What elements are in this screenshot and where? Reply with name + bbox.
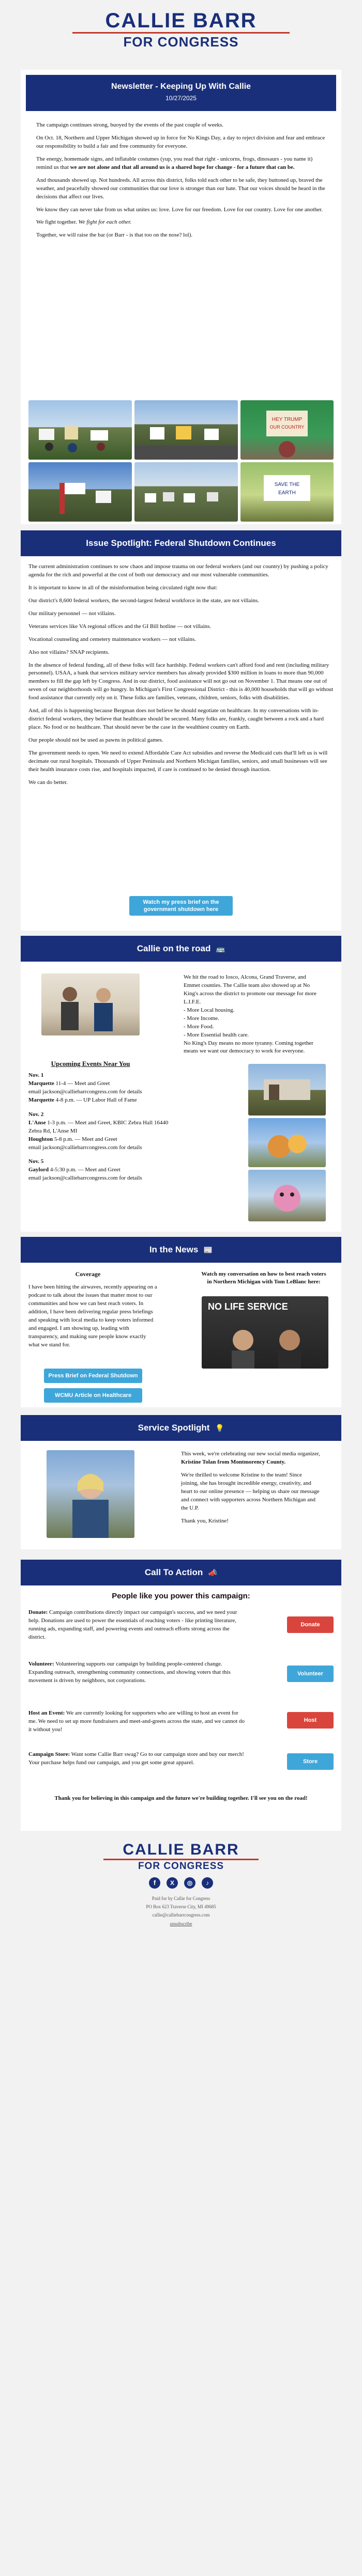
- event-group-3: [28, 1158, 178, 1183]
- logo-name: CALLIE BARR: [105, 9, 257, 32]
- svg-text:HEY TRUMP: HEY TRUMP: [272, 417, 303, 422]
- shutdown-p1: The current administration continues to sow chaos and impose trauma on our federal workers (and our country) by pushing a policy agenda for the rich and powerful at the cost of both our democracy and our most vulnerable communities.: [28, 563, 328, 578]
- service-text2: We're thrilled to welcome Kristine to the team! Since joining, she has brought incredible energy, creativity, and heart to our online presence — helping us share our message and connect with supporters across Northern Michigan and the U.P.: [181, 1471, 320, 1511]
- unsubscribe-link[interactable]: unsubscribe: [170, 1921, 192, 1926]
- cta-donate-text: [28, 1609, 246, 1642]
- newsletter-p6b: We fight for each other.: [78, 219, 132, 226]
- cta-label: Host an Event:: [28, 1710, 65, 1716]
- shutdown-body: [28, 563, 334, 792]
- service-heading: Service Spotlight: [138, 1423, 210, 1433]
- road-photo-art: [41, 973, 140, 1035]
- newsletter-p2: On Oct. 18, Northern and Upper Michigan showed up in force for No Kings Day, a day to reject division and fear and embrace our responsibility to build a fair and free community for everyone.: [36, 134, 325, 149]
- shutdown-p2: It is important to know in all of the misinformation being circulated right now that:: [28, 584, 218, 591]
- event-email[interactable]: email jackson@calliebarrcongress.com for details: [28, 1175, 142, 1182]
- rally-photo-1-art: [28, 400, 132, 460]
- footer-paid: Paid for by Callie for Congress: [152, 1896, 210, 1901]
- newsletter-date: 10/27/2025: [165, 95, 197, 102]
- event-group-1: [28, 1072, 178, 1105]
- rally-photo-4-art: [28, 462, 132, 522]
- donate-button[interactable]: Donate: [287, 1616, 334, 1633]
- footer-info: [0, 1894, 362, 1928]
- service-text1: This week, we're celebrating our new social media organizer,: [181, 1451, 320, 1457]
- video-overlay: NO LIFE SERVICE: [208, 1301, 288, 1312]
- coverage-title: Coverage: [75, 1270, 101, 1278]
- cta-thanks: Thank you for believing in this campaign and the future we're building together. I'll see you on the road!: [54, 1795, 308, 1801]
- shutdown-p4: Our military personnel — not villains.: [28, 610, 116, 617]
- press-brief-shutdown-button[interactable]: Press Brief on Federal Shutdown: [44, 1369, 142, 1383]
- newsletter-p4: And thousands showed up. Not hundreds. All across this district, folks told each other to be safe, they buttoned up, braved the weather, and peacefully showed our communities that our love is stronger than our hate. That our voices should be heard in the decisions that affect our lives.: [36, 177, 325, 200]
- cta-description: Campaign contributions directly impact our campaign's success, and we need your help. Donations are used to power the essentials of reaching voters - like printing literature, running ads, expanding staff, and powering events and outreach efforts strong across the district.: [28, 1609, 237, 1640]
- newspaper-icon: 📰: [203, 1246, 213, 1254]
- cta-host-text: [28, 1709, 246, 1734]
- service-intro: [181, 1450, 321, 1467]
- event-line[interactable]: [28, 1144, 178, 1152]
- event-photo-2: [248, 1118, 326, 1167]
- cta-description: Want some Callie Barr swag? Go to our campaign store and buy our merch! Your purchase helps fund our campaign, and you get some great apparel.: [28, 1751, 244, 1766]
- newsletter-p1: The campaign continues strong, buoyed by the events of the past couple of weeks.: [36, 122, 223, 128]
- service-name: Kristine Tolan from Montmorency County.: [181, 1458, 286, 1465]
- rally-photo-2-art: [134, 400, 238, 460]
- event-photo-1-art: [248, 1064, 326, 1116]
- event-email[interactable]: email jackson@calliebarrcongress.com for details: [28, 1144, 142, 1151]
- video-thumbnail-art: [202, 1296, 328, 1369]
- x-icon[interactable]: X: [167, 1877, 178, 1889]
- service-text3: Thank you, Kristine!: [181, 1517, 229, 1524]
- event-detail: 4-5:30 p.m. — Meet and Greet: [49, 1167, 120, 1173]
- road-heading: Callie on the road: [137, 944, 211, 953]
- footer-logo-sub: FOR CONGRESS: [138, 1861, 224, 1872]
- road-list-item: - More Essential health care.: [184, 1031, 249, 1038]
- event-line: [28, 1119, 178, 1136]
- rally-photo-5-art: [134, 462, 238, 522]
- bus-icon: 🚌: [216, 945, 225, 953]
- event-group-2: [28, 1111, 178, 1152]
- cta-description: Volunteering supports our campaign by building people-centered change. Expanding outreach, strengthening community connections, and showing voters that this movement is driven by neighbors, not corporations.: [28, 1661, 231, 1684]
- event-city: Marquette: [28, 1080, 54, 1087]
- newsletter-title: Newsletter - Keeping Up With Callie: [111, 82, 251, 91]
- cta-store-text: [28, 1751, 246, 1767]
- service-text: [181, 1450, 321, 1530]
- instagram-icon[interactable]: ◎: [184, 1877, 195, 1889]
- shutdown-press-brief-button[interactable]: Watch my press brief on the government shutdown here: [129, 896, 233, 916]
- footer-logo-name: CALLIE BARR: [123, 1841, 239, 1858]
- events-heading: Upcoming Events Near You: [51, 1060, 130, 1067]
- video-caption: Watch my conversation on how to best reach voters in Northern Michigan with Tom LeBlanc here:: [201, 1271, 326, 1285]
- rally-photo-4: [28, 462, 132, 522]
- svg-text:OUR COUNTRY: OUR COUNTRY: [269, 425, 305, 430]
- event-photo-3-art: [248, 1170, 326, 1221]
- event-date: Nov. 1: [28, 1072, 44, 1078]
- newsletter-p6a: We fight together.: [36, 219, 79, 226]
- road-text: [184, 973, 323, 1056]
- rally-photo-5: [134, 462, 238, 522]
- rally-photo-3-art: [240, 400, 334, 460]
- store-button[interactable]: Store: [287, 1753, 334, 1770]
- event-detail: 1-3 p.m. — Meet and Greet, KBIC Zebra Hall 16440 Zebra Rd, L'Anse MI: [28, 1119, 169, 1134]
- cta-label: Donate:: [28, 1609, 48, 1615]
- service-header: [21, 1415, 341, 1441]
- shutdown-p12: We can do better.: [28, 779, 68, 786]
- event-detail: 11-4 — Meet and Greet: [54, 1080, 110, 1087]
- event-line: [28, 1136, 178, 1144]
- cta-description: We are currently looking for supporters who are willing to host an event for me. We need to set up more fundraisers and meet-and-greets across the state, and we cannot do it without you!: [28, 1710, 245, 1733]
- shutdown-p3: Our district's 8,600 federal workers, the second-largest federal workforce in the state, are not villains.: [28, 597, 259, 604]
- footer-address: PO Box 623 Traverse City, MI 49685: [146, 1904, 216, 1910]
- shutdown-p6: Vocational counseling and cemetery maintenance workers — not villains.: [28, 636, 196, 642]
- events-list: [28, 1072, 178, 1183]
- service-photo: [47, 1450, 134, 1538]
- event-line: [28, 1166, 178, 1174]
- newsletter-p7: Together, we will raise the bar (or Barr - is that too on the nose? lol).: [36, 232, 193, 239]
- road-outro: No King's Day means no more tyranny. Coming together means we want our democracy to work for everyone.: [184, 1040, 313, 1055]
- event-line[interactable]: [28, 1174, 178, 1183]
- shutdown-p11: The government needs to open. We need to extend Affordable Care Act subsidies and reverse the Medicaid cuts that'll left us is will decimate our rural hospitals. Thousands of Upper Peninsula and Northern Michigan families, seniors, and small businesses will see their health insurance costs rise, and hospitals impacted, if care is continued to be denied through inaction.: [28, 749, 328, 773]
- rally-photo-6: [240, 462, 334, 522]
- rally-photo-1: [28, 400, 132, 460]
- cta-header: [21, 1560, 341, 1585]
- shutdown-p7: Also not villains? SNAP recipients.: [28, 649, 110, 655]
- coverage-text: I have been hitting the airwaves, recently appearing on a podcast to talk about the issues that matter most to our communities and how we can best reach voters. In addition, I have been delivering regular press briefings and speaking with local media to keep voters informed and engaged. I am showing up, leading with transparency, and making sure people know exactly what we stand for.: [28, 1284, 157, 1348]
- event-detail: 4-8 p.m. — UP Labor Hall of Fame: [54, 1096, 137, 1103]
- newsletter-p3b: we are not alone and that all around us is a shared hope for change - for a future that can be.: [70, 164, 295, 170]
- road-photo: [41, 973, 140, 1035]
- shutdown-p8: In the absence of federal funding, all of these folks will face hardship. Federal workers can't afford food and rent (including military personnel). USAA, a bank that services military service members has already provided $300 million in loans to more than 90,000 members to fill the gap left by Congress. And in our district, food assistance will not go out on November 1. That means one out of seven of our neighborhoods will go hungry. In Michigan's First Congressional District - this is 40,000 households that will go without food assistance that currently rely on it. These folks are families, veterans, children, seniors, folks with disabilities.: [28, 662, 334, 701]
- facebook-icon[interactable]: f: [149, 1877, 160, 1889]
- svg-text:SAVE THE: SAVE THE: [274, 482, 300, 488]
- shutdown-heading: Issue Spotlight: Federal Shutdown Continues: [86, 538, 276, 548]
- footer-logo[interactable]: [0, 1841, 362, 1873]
- cta-label: Volunteer:: [28, 1661, 54, 1667]
- event-line[interactable]: [28, 1088, 178, 1096]
- event-city: L'Anse: [28, 1119, 46, 1126]
- shutdown-header: [21, 530, 341, 556]
- newsletter-body: [36, 121, 326, 244]
- newsletter-p3a: The energy, homemade signs, and inflatable costumes (yup, you read that right - unicorns, frogs, dinosaurs - you name it) remind us that: [36, 155, 313, 170]
- newsletter-p6: [36, 218, 326, 227]
- cta-label: Campaign Store:: [28, 1751, 70, 1757]
- event-date: Nov. 2: [28, 1111, 44, 1118]
- shutdown-p9: And, all of this is happening because Bergman does not believe he should negotiate on healthcare. In my conversations with in-district federal workers, they believe that healthcare should be secured. Many folks are, frankly, caught between a rock and a hard place. No food or no healthcare. That should never be the case in the wealthiest country on Earth.: [28, 708, 324, 731]
- news-header: [21, 1237, 341, 1263]
- social-links: [0, 1877, 362, 1889]
- wcmu-article-button[interactable]: WCMU Article on Healthcare: [44, 1388, 142, 1403]
- volunteer-button[interactable]: Volunteer: [287, 1666, 334, 1682]
- cta-heading: Call To Action: [144, 1567, 203, 1577]
- video-thumbnail[interactable]: [202, 1296, 328, 1369]
- tiktok-icon[interactable]: ♪: [202, 1877, 213, 1889]
- cta-subheading: People like you power this campaign:: [112, 1592, 250, 1600]
- lightbulb-icon: 💡: [215, 1424, 224, 1432]
- event-line: [28, 1096, 178, 1105]
- service-photo-art: [47, 1450, 134, 1538]
- event-date: Nov. 5: [28, 1158, 44, 1165]
- road-header: [21, 936, 341, 962]
- footer-email[interactable]: callie@calliebarrcongress.com: [152, 1912, 210, 1918]
- event-detail: 5-8 p.m. — Meet and Greet: [53, 1136, 117, 1142]
- campaign-logo[interactable]: [0, 9, 362, 50]
- newsletter-p3: [36, 155, 326, 172]
- rally-photo-6-art: [240, 462, 334, 522]
- logo-sub: FOR CONGRESS: [123, 34, 239, 50]
- shutdown-p10: Our people should not be used as pawns in political games.: [28, 737, 163, 743]
- news-heading: In the News: [149, 1245, 199, 1254]
- shutdown-p5: Veterans services like VA regional offices and the GI Bill hotline — not villains.: [28, 623, 212, 630]
- host-button[interactable]: Host: [287, 1712, 334, 1729]
- event-photo-3: [248, 1170, 326, 1221]
- svg-text:EARTH: EARTH: [278, 490, 296, 496]
- event-city: Houghton: [28, 1136, 53, 1142]
- event-photo-2-art: [248, 1118, 326, 1167]
- event-line: [28, 1080, 178, 1088]
- event-photo-1: [248, 1064, 326, 1116]
- road-list-item: - More Food.: [184, 1023, 214, 1030]
- road-list-item: - More Local housing.: [184, 1007, 235, 1013]
- event-email[interactable]: email jackson@calliebarrcongress.com for details: [28, 1088, 142, 1095]
- road-intro: We hit the road to Iosco, Alcona, Grand Traverse, and Emmet counties. The Callie team also showed up at No King's across the district to promote our message for more L.I.F.E.: [184, 974, 317, 1005]
- road-list-item: - More Income.: [184, 1015, 219, 1022]
- newsletter-p5: We know they can never take from us what unites us: love. Love for our freedom. Love for our country. Love for one another.: [36, 206, 323, 213]
- event-city: Gaylord: [28, 1167, 49, 1173]
- megaphone-icon: 📣: [208, 1568, 218, 1577]
- newsletter-header: [26, 75, 336, 111]
- rally-photo-2: [134, 400, 238, 460]
- cta-volunteer-text: [28, 1660, 246, 1685]
- rally-photo-3: [240, 400, 334, 460]
- event-city: Marquette: [28, 1096, 54, 1103]
